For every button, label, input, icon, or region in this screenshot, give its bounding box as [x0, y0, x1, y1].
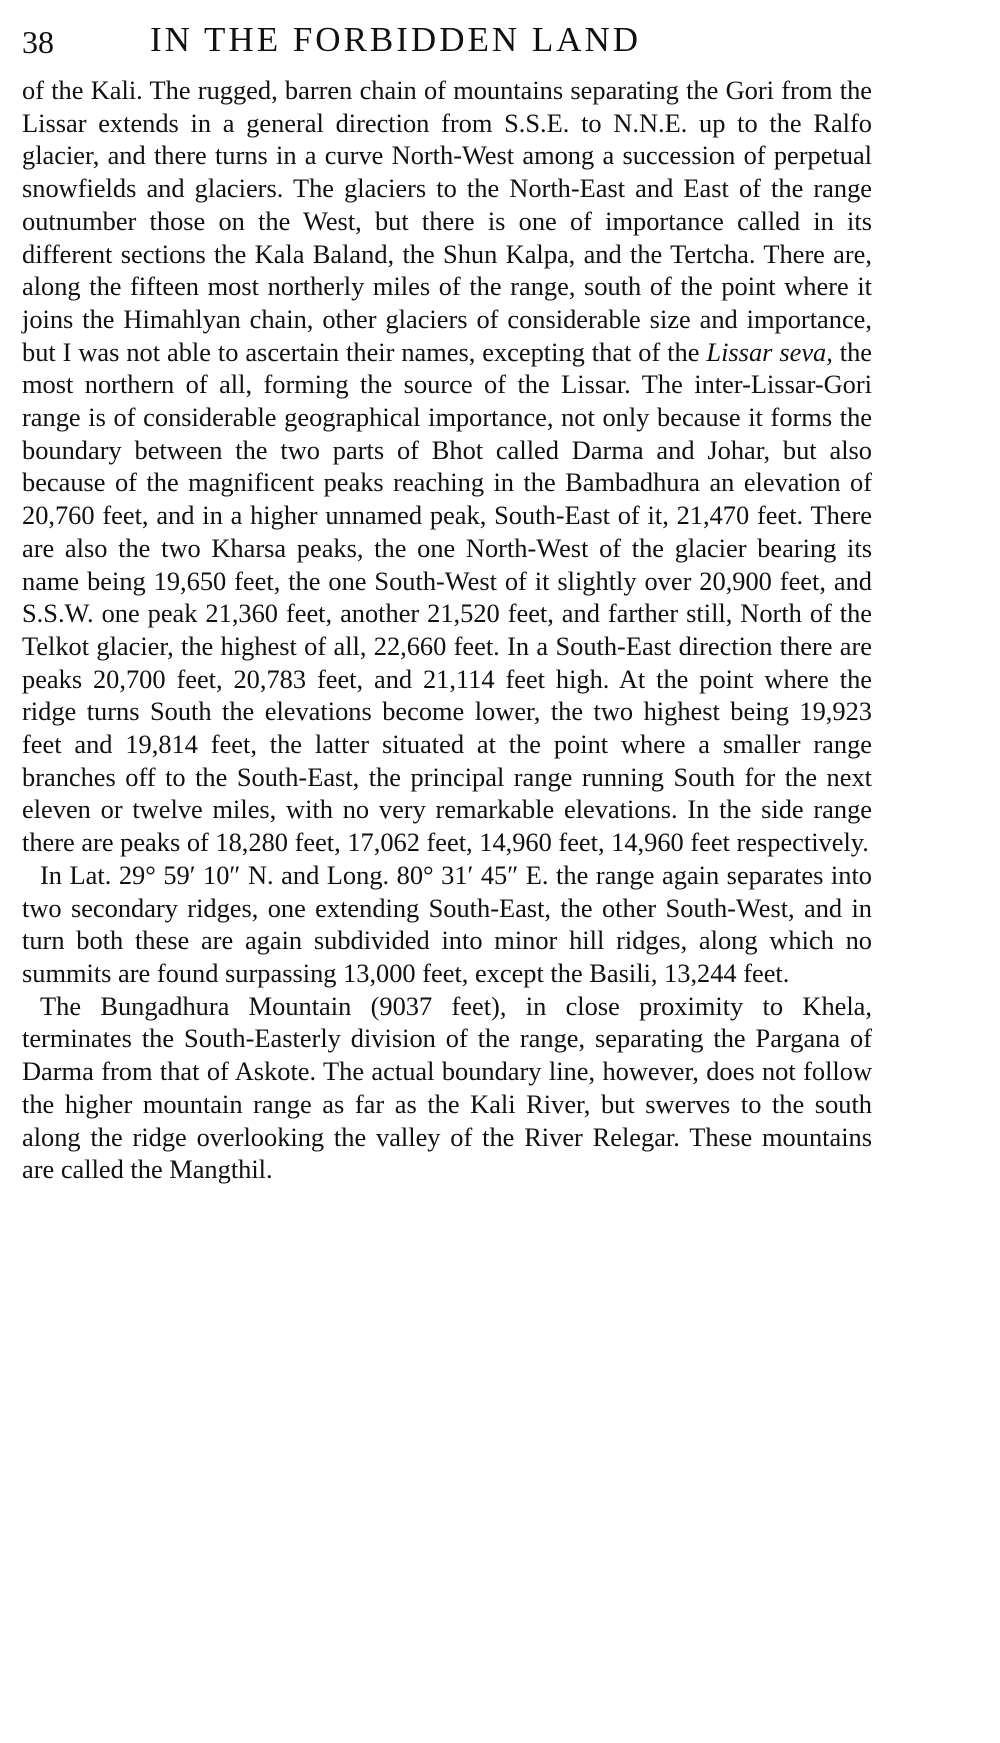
paragraph-1 — [22, 74, 872, 859]
paragraph-3: The Bungadhura Mountain (9037 feet), in close proximity to Khela, terminates the South-Easterly division of the range, separating the Pargana of Darma from that of Askote. The actual boundary line, however, does not follow the higher mountain range as far as the Kali River, but swerves to the south along the ridge overlooking the valley of the River Relegar. These mountains are called the Mangthil. — [22, 990, 872, 1185]
page-header — [22, 18, 872, 74]
italic-term-lissar-seva: Lissar seva, — [706, 336, 833, 367]
paragraph-2: In Lat. 29° 59′ 10″ N. and Long. 80° 31′ 45″ E. the range again separates into two secondary ridges, one extending South-East, the other South-West, and in turn both these are again subdivided into minor hill ridges, along which no summits are found surpassing 13,000 feet, except the Basili, 13,244 feet. — [22, 859, 872, 988]
page-number: 38 — [22, 24, 54, 60]
paragraph-1-text-a: of the Kali. The rugged, barren chain of mountains separating the Gori from the Lissar extends in a general direction from S.S.E. to N.N.E. up to the Ralfo glacier, and there turns in a curve North-West among a succession of perpetual snowfields and glaciers. The glaciers to the North-East and East of the range outnumber those on the West, but there is one of importance called in its different sections the Kala Baland, the Shun Kalpa, and the Tertcha. There are, along the fifteen most northerly miles of the range, south of the point where it joins the Himahlyan chain, other glaciers of considerable size and importance, but I was not able to ascertain their names, excepting that of the — [22, 75, 872, 367]
paragraph-1-text-b: the most northern of all, forming the source of the Lissar. The inter-Lissar-Gori range is of considerable geographical importance, not only because it forms the boundary between the two parts of Bhot called Darma and Johar, but also because of the magnificent peaks reaching in the Bambadhura an elevation of 20,760 feet, and in a higher unnamed peak, South-East of it, 21,470 feet. There are also the two Kharsa peaks, the one North-West of the glacier bearing its name being 19,650 feet, the one South-West of it slightly over 20,900 feet, and S.S.W. one peak 21,360 feet, another 21,520 feet, and farther still, North of the Telkot glacier, the highest of all, 22,660 feet. In a South-East direction there are peaks 20,700 feet, 20,783 feet, and 21,114 feet high. At the point where the ridge turns South the elevations become lower, the two highest being 19,923 feet and 19,814 feet, the latter situated at the point where a smaller range branches off to the South-East, the principal range running South for the next eleven or twelve miles, with no very remarkable elevations. In the side range there are peaks of 18,280 feet, 17,062 feet, 14,960 feet, 14,960 feet respectively. — [22, 336, 872, 858]
book-page — [22, 18, 872, 1186]
running-title: IN THE FORBIDDEN LAND — [150, 20, 642, 59]
